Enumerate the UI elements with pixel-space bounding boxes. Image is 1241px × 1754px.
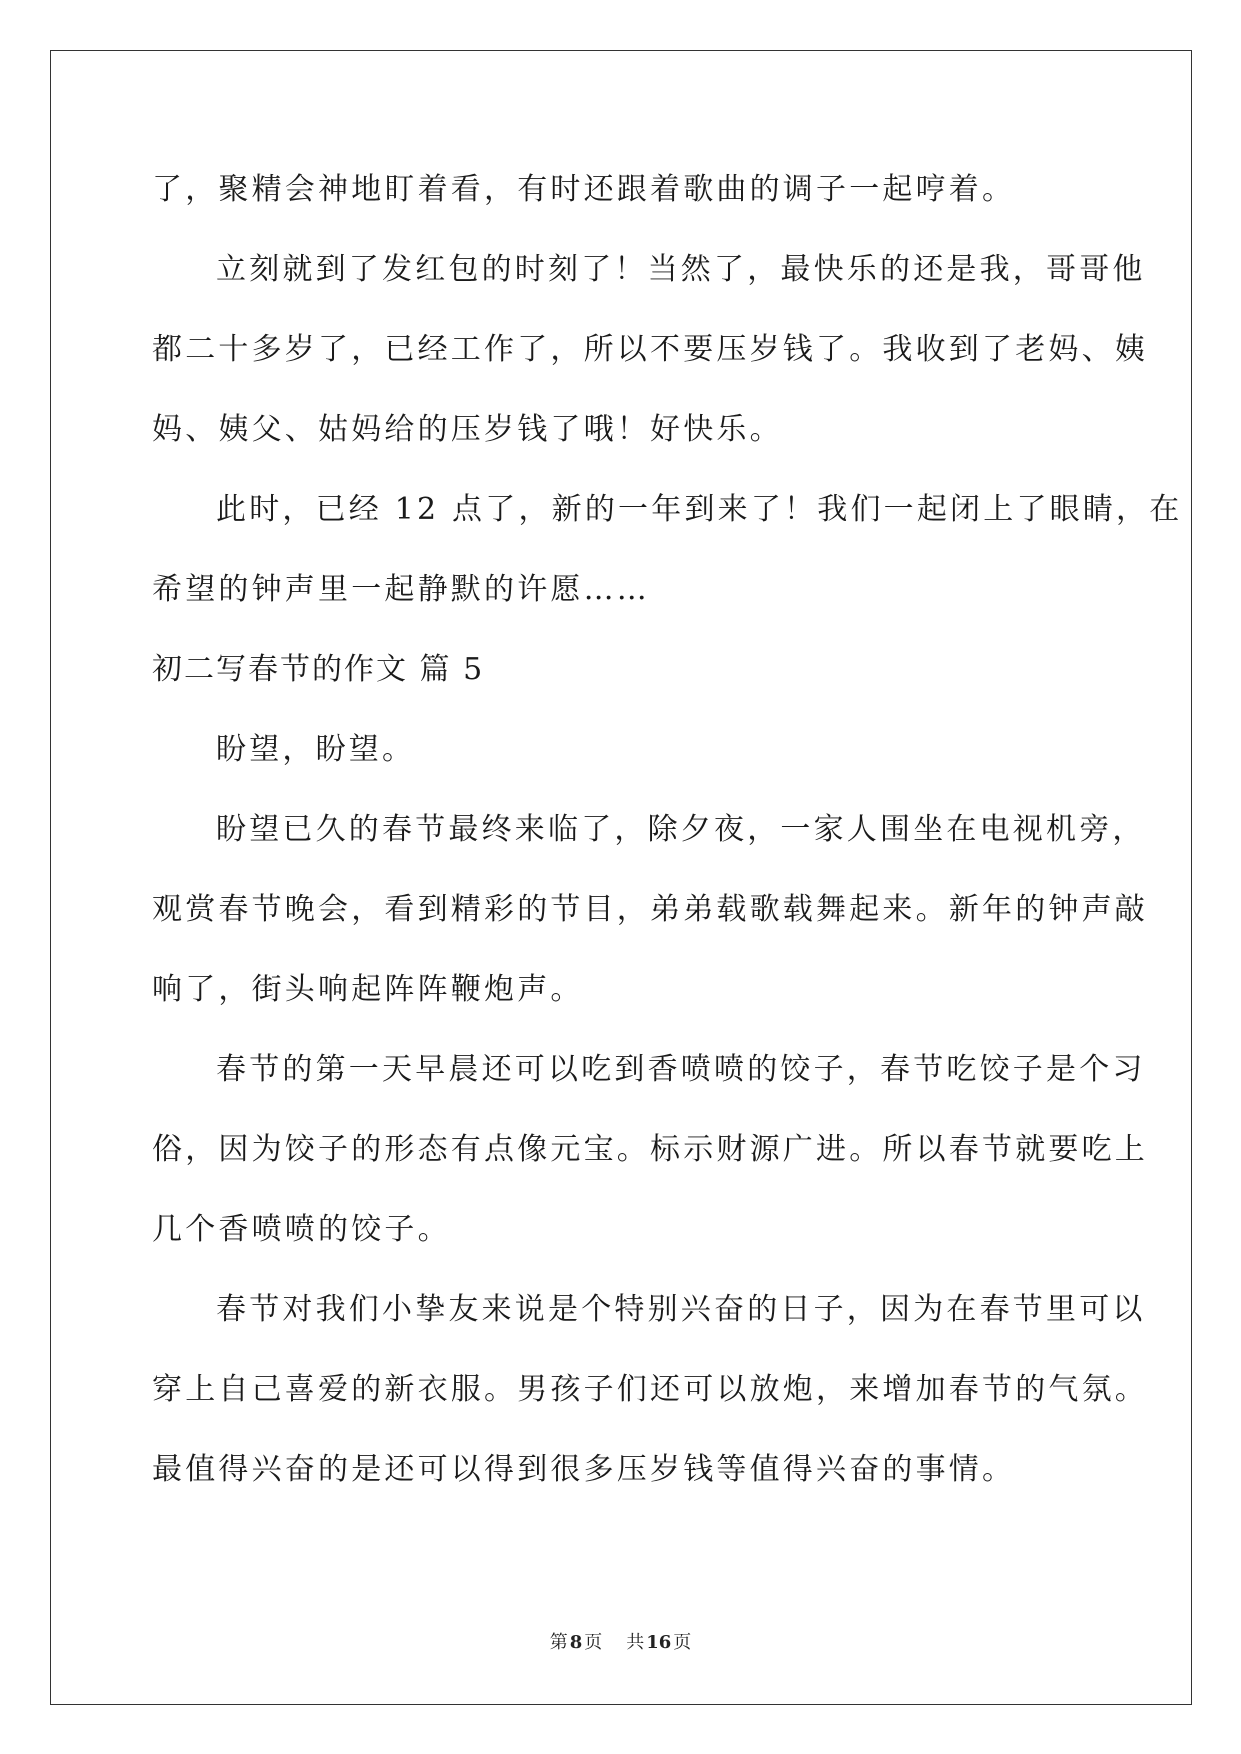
paragraph-start: 盼望，盼望。 [216, 732, 416, 767]
paragraph-start: 盼望已久的春节最终来临了，除夕夜，一家人围坐在电视机旁， [216, 812, 1146, 847]
footer-page-suffix: 页 [584, 1632, 603, 1653]
page-footer [0, 1628, 1241, 1654]
document-body [152, 150, 1183, 1510]
text-line: 妈、姨父、姑妈给的压岁钱了哦！好快乐。 [152, 412, 783, 447]
footer-total-suffix: 页 [673, 1632, 692, 1653]
paragraph-start: 春节的第一天早晨还可以吃到香喷喷的饺子，春节吃饺子是个习 [216, 1052, 1146, 1087]
text-line: 观赏春节晚会，看到精彩的节目，弟弟载歌载舞起来。新年的钟声敲 [152, 892, 1148, 927]
text-line: 了，聚精会神地盯着看，有时还跟着歌曲的调子一起哼着。 [152, 172, 1016, 207]
text-line: 响了，街头响起阵阵鞭炮声。 [152, 972, 584, 1007]
text-line: 俗，因为饺子的形态有点像元宝。标示财源广进。所以春节就要吃上 [152, 1132, 1148, 1167]
footer-page-prefix: 第 [549, 1632, 568, 1653]
text-line: 穿上自己喜爱的新衣服。男孩子们还可以放炮，来增加春节的气氛。 [152, 1372, 1148, 1407]
footer-total-number: 16 [646, 1632, 672, 1653]
text-line: 都二十多岁了，已经工作了，所以不要压岁钱了。我收到了老妈、姨 [152, 332, 1148, 367]
paragraph-start: 春节对我们小挚友来说是个特别兴奋的日子，因为在春节里可以 [216, 1292, 1146, 1327]
text-line: 希望的钟声里一起静默的许愿…… [152, 572, 650, 607]
paragraph-start: 立刻就到了发红包的时刻了！当然了，最快乐的还是我，哥哥他 [216, 252, 1146, 287]
footer-total-prefix: 共 [626, 1632, 645, 1653]
text-line: 几个香喷喷的饺子。 [152, 1212, 451, 1247]
footer-page-number: 8 [569, 1632, 583, 1653]
section-heading: 初二写春节的作文 篇 5 [152, 652, 485, 687]
text-line: 最值得兴奋的是还可以得到很多压岁钱等值得兴奋的事情。 [152, 1452, 1016, 1487]
paragraph-start: 此时，已经 12 点了，新的一年到来了！我们一起闭上了眼睛，在 [216, 492, 1183, 527]
